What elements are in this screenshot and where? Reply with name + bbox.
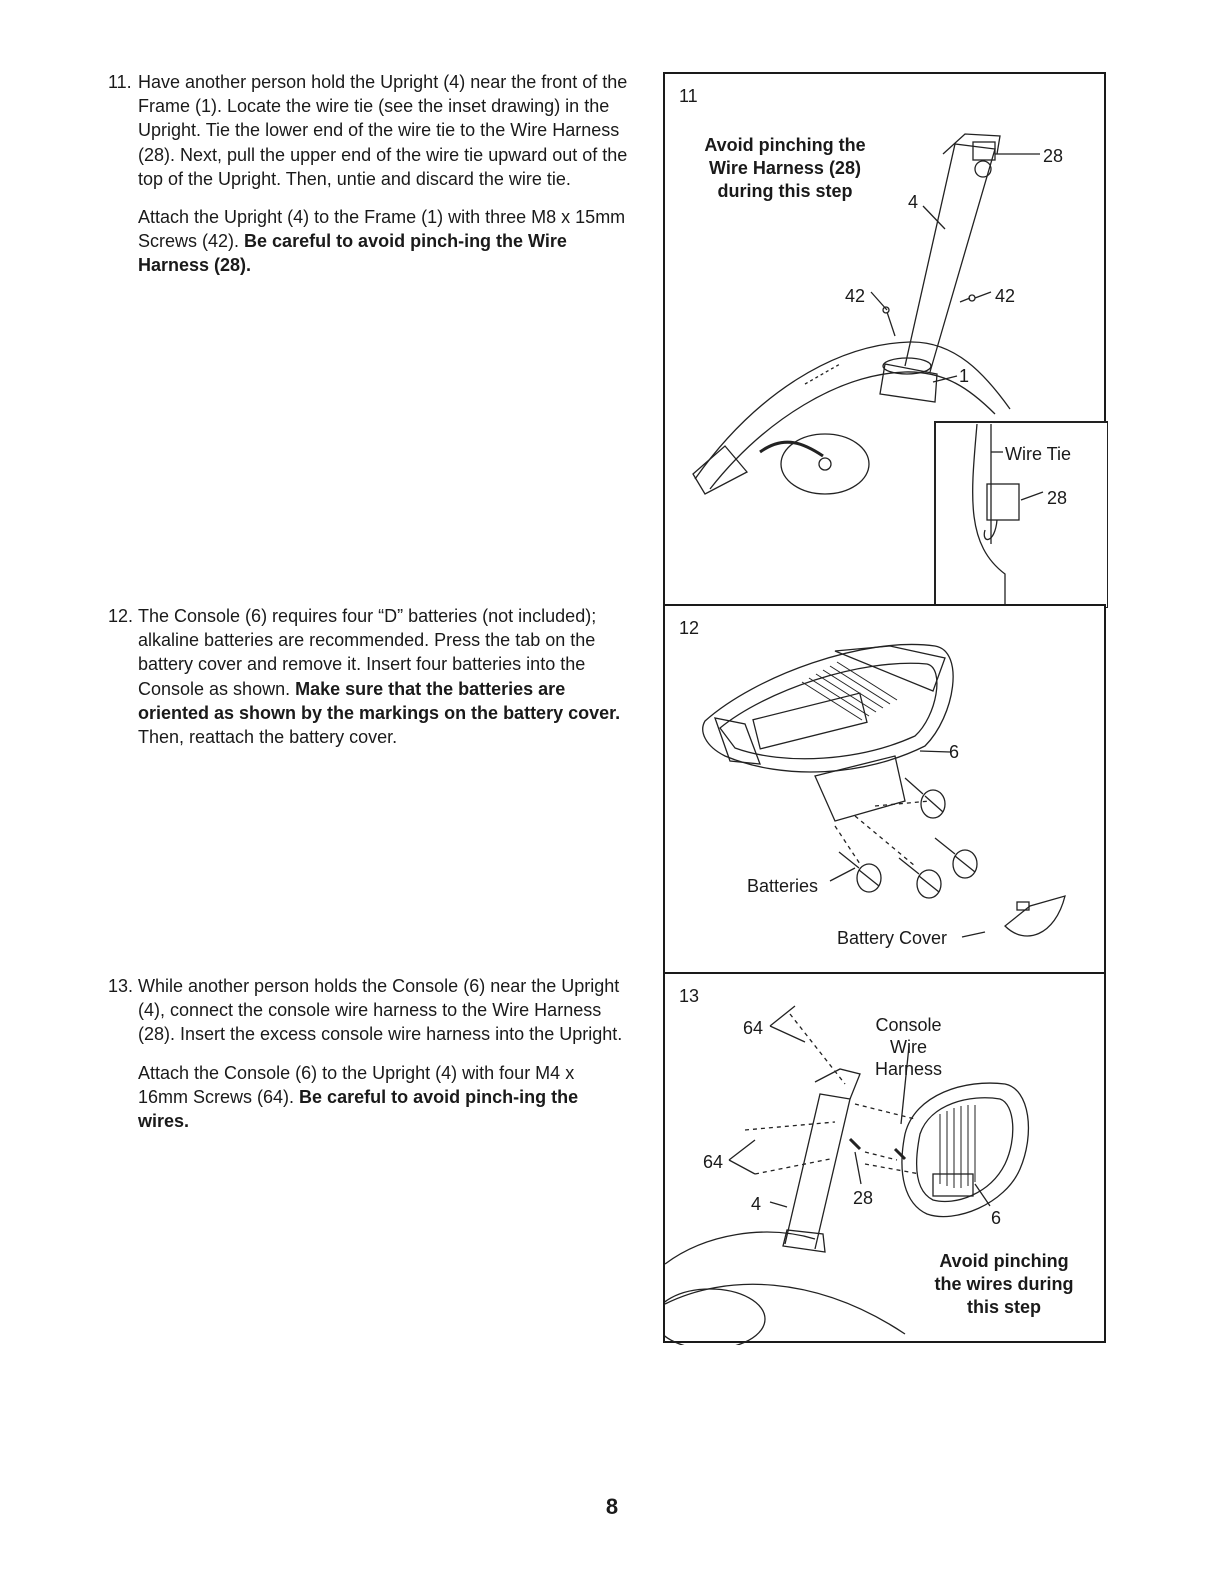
- step-11-para-1: [108, 70, 628, 191]
- label-line: Wire: [890, 1037, 928, 1057]
- warning-line: the wires during: [934, 1274, 1074, 1294]
- step-text: Then, reattach the battery cover.: [138, 727, 398, 748]
- step-text: Attach the Console (6) to the Upright (4) with four M4 x 16mm Screws (64).: [138, 1062, 575, 1107]
- callout-28: 28: [853, 1188, 874, 1208]
- warning-line: this step: [966, 1297, 1041, 1317]
- step-text: Have another person hold the Upright (4) near the front of the Frame (1). Locate the wire tie (see the inset drawing) in the Upright. Tie the lower end of the wire tie to the Wire Harness (28). Next, pull the upper end of the wire tie upward out of the top of the Upright. Then, untie and discard the wire tie.: [138, 72, 628, 189]
- callout-6: 6: [949, 742, 960, 762]
- console-wire-harness-label: [875, 1014, 942, 1080]
- figure-12-drawing: [665, 606, 1108, 976]
- callout-28: 28: [1047, 488, 1068, 508]
- page-number: 8: [605, 1494, 619, 1519]
- step-11-para-2: [108, 205, 628, 278]
- step-13: [108, 974, 628, 1147]
- figure-number: 13: [679, 986, 700, 1006]
- step-13-para-2: [108, 1061, 628, 1134]
- step-13-para-1: [108, 974, 628, 1047]
- step-12: [108, 604, 628, 763]
- figure-number: 11: [679, 86, 698, 106]
- figure-13: [663, 972, 1106, 1343]
- callout-64: 64: [703, 1152, 724, 1172]
- figure-warning: [685, 134, 885, 203]
- warning-line: Avoid pinching the: [704, 135, 866, 155]
- step-number: 13.: [108, 976, 134, 996]
- step-text: Attach the Upright (4) to the Frame (1) with three M8 x 15mm Screws (42).: [138, 207, 626, 252]
- warning-line: Avoid pinching: [939, 1251, 1069, 1271]
- batteries-label: Batteries: [747, 876, 819, 896]
- label-line: Harness: [875, 1059, 943, 1079]
- step-warning-text: Make sure that the batteries are oriented as shown by the markings on the battery cover.: [138, 678, 621, 723]
- callout-1: 1: [959, 366, 970, 386]
- callout-4: 4: [908, 192, 919, 212]
- step-11: [108, 70, 628, 292]
- figure-number: 12: [679, 618, 700, 638]
- battery-cover-label: Battery Cover: [837, 928, 948, 948]
- figure-11: [663, 72, 1106, 606]
- step-number: 12.: [108, 606, 134, 626]
- callout-28: 28: [1043, 146, 1064, 166]
- step-text: While another person holds the Console (6) near the Upright (4), connect the console wire harness to the Wire Harness (28). Insert the excess console wire harness into the Upright.: [138, 976, 623, 1045]
- step-12-para-1: [108, 604, 628, 749]
- warning-line: Wire Harness (28): [709, 158, 861, 178]
- callout-42: 42: [845, 286, 866, 306]
- step-warning-text: Be careful to avoid pinch-ing the Wire Harness (28).: [138, 231, 567, 276]
- label-line: Console: [875, 1015, 942, 1035]
- wire-tie-label: Wire Tie: [1005, 444, 1072, 464]
- callout-4: 4: [751, 1194, 762, 1214]
- step-warning-text: Be careful to avoid pinch-ing the wires.: [138, 1086, 579, 1132]
- callout-42: 42: [995, 286, 1016, 306]
- callout-6: 6: [991, 1208, 1002, 1228]
- step-number: 11.: [108, 72, 132, 92]
- warning-line: during this step: [717, 181, 853, 201]
- step-text: The Console (6) requires four “D” batteries (not included); alkaline batteries are recommended. Press the tab on the battery cover and remove it. Insert four batteries into the Console as shown.: [138, 606, 597, 699]
- figure-12: [663, 604, 1106, 974]
- callout-64: 64: [743, 1018, 764, 1038]
- figure-warning: [917, 1250, 1091, 1319]
